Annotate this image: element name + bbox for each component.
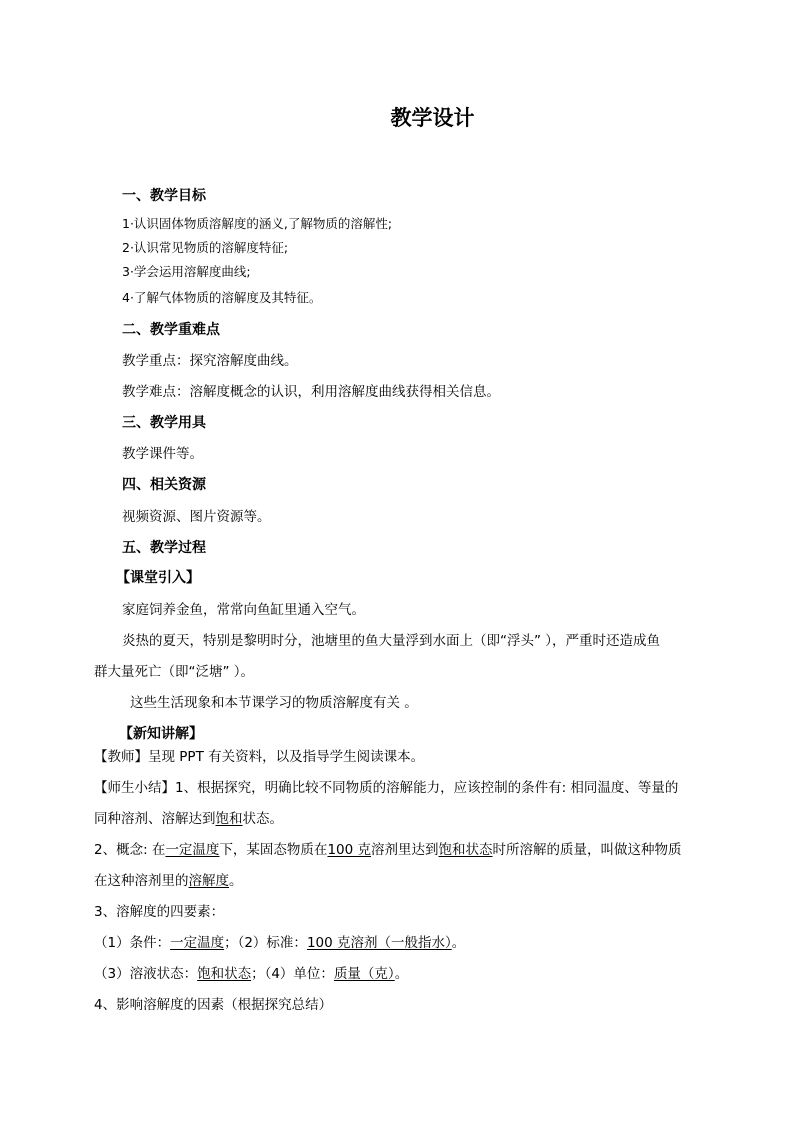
goal-item-1: 1·认识固体物质溶解度的涵义,了解物质的溶解性; [122,216,393,231]
intro-paragraph-2-line-1: 炎热的夏天，特别是黎明时分，池塘里的鱼大量浮到水面上（即“浮头” ），严重时还造成鱼 [122,633,661,649]
intro-paragraph-2-line-2: 群大量死亡（即“泛塘” ）。 [94,664,255,680]
goal-item-3: 3·学会运用溶解度曲线; [122,264,251,279]
section-heading-process: 五、教学过程 [122,540,206,556]
factors-line: 4、影响溶解度的因素（根据探究总结） [94,997,333,1013]
summary-line-2: 同种溶剂、溶解达到饱和状态。 [94,811,283,827]
goal-item-4: 4·了解气体物质的溶解度及其特征。 [122,290,322,305]
subheading-new-knowledge: 【新知讲解】 [119,726,203,742]
four-elements-heading: 3、溶解度的四要素： [94,904,225,920]
section-heading-keypoints: 二、教学重难点 [122,322,220,338]
intro-paragraph-3: 这些生活现象和本节课学习的物质溶解度有关 。 [130,695,418,711]
key-point: 教学重点：探究溶解度曲线。 [122,353,298,369]
concept-line-1: 2、概念: 在一定温度下，某固态物质在100 克溶剂里达到饱和状态时所溶解的质量，叫做这种物质 [94,842,682,858]
section-heading-tools: 三、教学用具 [122,415,206,431]
difficult-point: 教学难点：溶解度概念的认识，利用溶解度曲线获得相关信息。 [122,384,500,400]
concept-line-2: 在这种溶剂里的溶解度。 [94,873,243,889]
page-title: 教学设计 [390,106,475,130]
tools-text: 教学课件等。 [122,446,203,462]
intro-paragraph-1: 家庭饲养金鱼，常常向鱼缸里通入空气。 [122,602,365,618]
teacher-note: 【教师】呈现 PPT 有关资料，以及指导学生阅读课本。 [94,749,425,765]
section-heading-resources: 四、相关资源 [122,477,206,493]
summary-line-1: 【师生小结】1、根据探究，明确比较不同物质的溶解能力，应该控制的条件有: 相同温度、等量的 [94,780,679,796]
goal-item-2: 2·认识常见物质的溶解度特征; [122,240,289,255]
four-elements-line-2: （3）溶液状态：饱和状态；（4）单位：质量（克）。 [94,966,409,982]
resources-text: 视频资源、图片资源等。 [122,509,271,525]
four-elements-line-1: （1）条件：一定温度；（2）标准：100 克溶剂（一般指水）。 [94,935,466,951]
section-heading-goals: 一、教学目标 [122,188,206,204]
subheading-intro: 【课堂引入】 [116,570,200,586]
